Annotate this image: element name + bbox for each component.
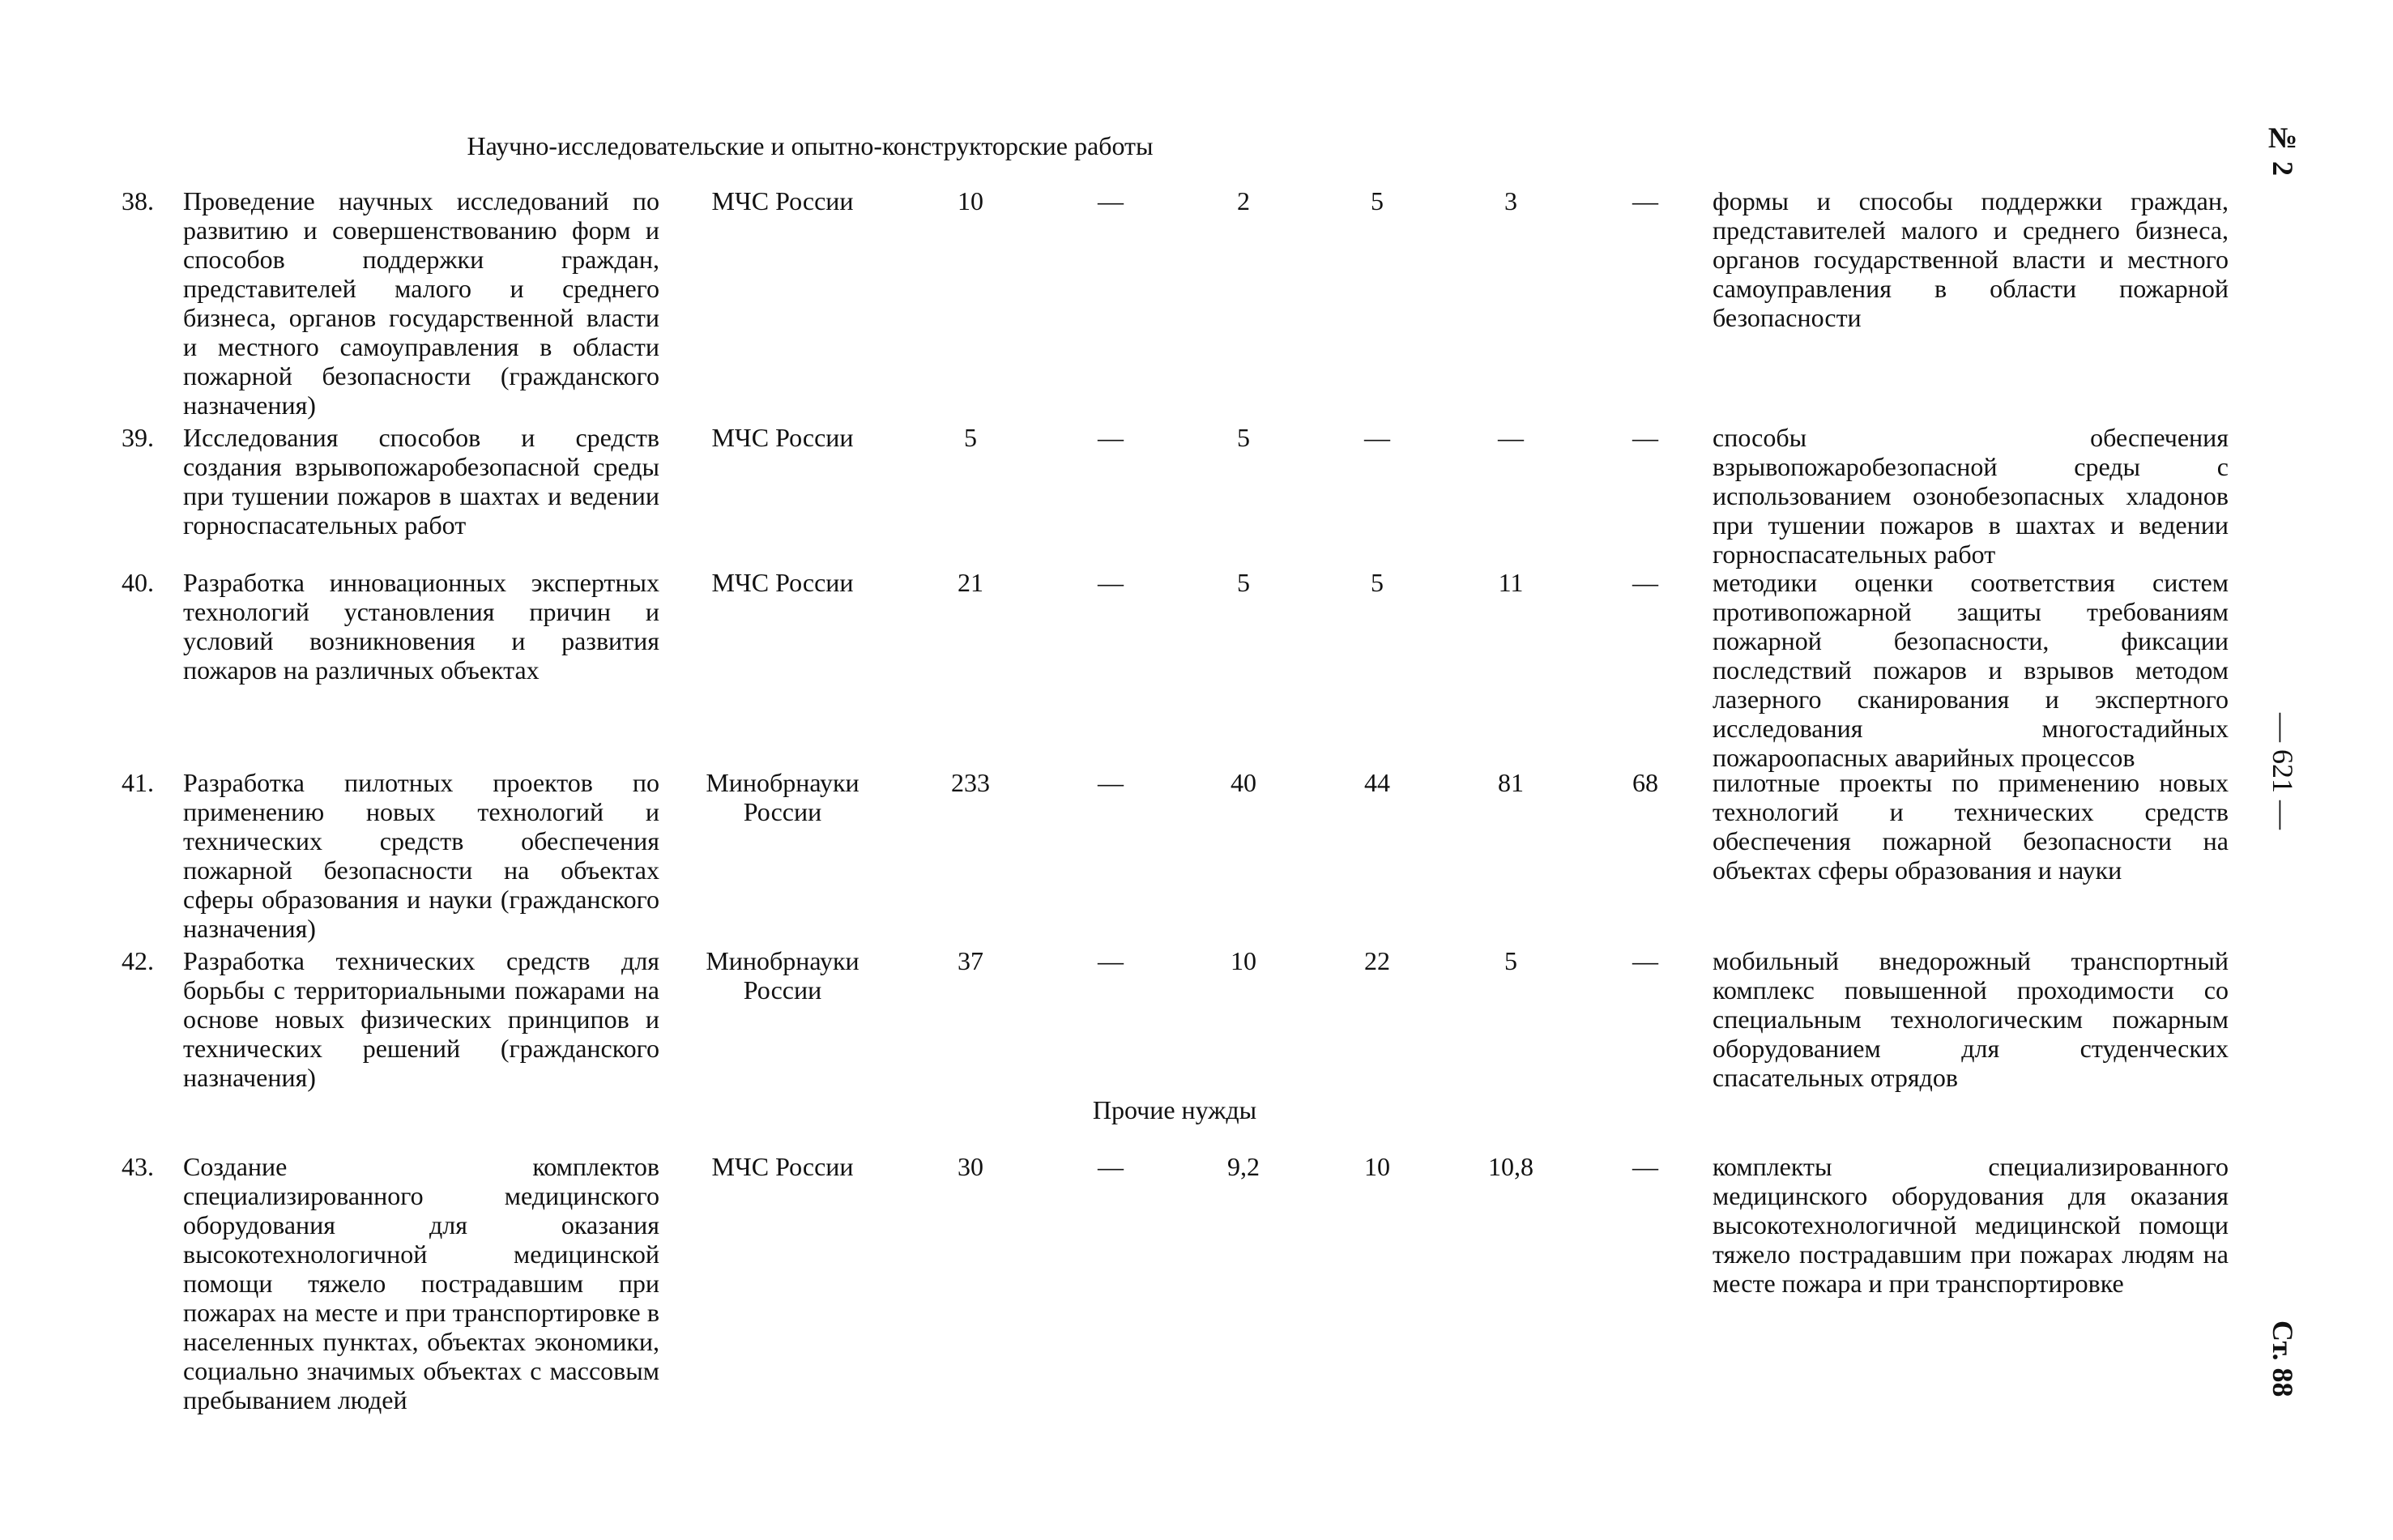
row-number: 40. [122,568,154,597]
row-title: Разработка пилотных проектов по применению новых технологий и технических средств обеспечения пожарной безопасности на объектах сферы образования и науки (гражданского назначения) [183,768,659,943]
row-value: — [1632,423,1658,452]
row-number: 43. [122,1152,154,1181]
row-value: 81 [1498,768,1524,797]
row-value: — [1098,423,1124,452]
row-value: 40 [1231,768,1256,797]
row-value: 9,2 [1227,1152,1260,1181]
row-value: 10 [1231,946,1256,975]
row-value: 21 [958,568,983,597]
row-value: 10 [1364,1152,1390,1181]
row-value: 10 [958,186,983,215]
margin-page-number: — 621 — [2267,713,2299,830]
row-title: Создание комплектов специализированного медицинского оборудования для оказания высокотехнологичной медицинской помощи тяжело пострадавшим при пожарах на месте и при транспортировке в населенных пунктах, объектах экономики, социально значимых объектах с массовым пребыванием людей [183,1152,659,1414]
row-value: 5 [1371,568,1384,597]
row-value: 233 [951,768,990,797]
row-value: 44 [1364,768,1390,797]
row-value: — [1098,1152,1124,1181]
row-result: комплекты специализированного медицинского оборудования для оказания высокотехнологичной медицинской помощи тяжело пострадавшим при пожарах людям на месте пожара и при транспортировке [1713,1152,2229,1298]
row-organization: Минобрнауки России [706,946,860,1005]
row-number: 41. [122,768,154,797]
margin-article: Ст. 88 [2267,1320,2299,1397]
row-number: 42. [122,946,154,975]
row-number: 38. [122,186,154,215]
row-value: 3 [1504,186,1517,215]
row-result: пилотные проекты по применению новых технологий и технических средств обеспечения пожарной безопасности на объектах сферы образования и науки [1713,768,2229,885]
row-organization: МЧС России [711,1152,854,1181]
row-number: 39. [122,423,154,452]
row-value: — [1498,423,1524,452]
row-value: — [1632,568,1658,597]
row-value: — [1364,423,1390,452]
row-value: 10,8 [1488,1152,1533,1181]
row-result: способы обеспечения взрывопожаробезопасной среды с использованием озонобезопасных хладонов при тушении пожаров в шахтах и ведении горноспасательных работ [1713,423,2229,569]
row-organization: МЧС России [711,186,854,215]
row-value: 22 [1364,946,1390,975]
subsection-title: Прочие нужды [1092,1095,1257,1124]
row-value: — [1632,1152,1658,1181]
row-value: 30 [958,1152,983,1181]
row-value: 11 [1498,568,1524,597]
row-title: Исследования способов и средств создания взрывопожаробезопасной среды при тушении пожаров в шахтах и ведении горноспасательных работ [183,423,659,540]
row-title: Разработка технических средств для борьбы с территориальными пожарами на основе новых физических принципов и технических решений (гражданского назначения) [183,946,659,1092]
row-organization: МЧС России [711,423,854,452]
row-value: 37 [958,946,983,975]
row-value: — [1098,768,1124,797]
row-title: Проведение научных исследований по развитию и совершенствованию форм и способов поддержки граждан, представителей малого и среднего бизнеса, органов государственной власти и местного самоуправления в области пожарной безопасности (гражданского назначения) [183,186,659,420]
row-result: формы и способы поддержки граждан, представителей малого и среднего бизнеса, органов государственной власти и местного самоуправления в области пожарной безопасности [1713,186,2229,332]
row-title: Разработка инновационных экспертных технологий установления причин и условий возникновения и развития пожаров на различных объектах [183,568,659,685]
row-value: 5 [1371,186,1384,215]
row-value: — [1098,568,1124,597]
row-value: 5 [1504,946,1517,975]
row-value: 68 [1632,768,1658,797]
row-value: — [1632,186,1658,215]
section-title: Научно-исследовательские и опытно-конструкторские работы [467,131,1154,160]
row-value: 5 [1237,568,1250,597]
row-value: — [1632,946,1658,975]
row-value: 5 [964,423,977,452]
row-value: — [1098,186,1124,215]
row-value: — [1098,946,1124,975]
row-organization: МЧС России [711,568,854,597]
row-result: методики оценки соответствия систем противопожарной защиты требованиям пожарной безопасности, фиксации последствий пожаров и взрывов методом лазерного сканирования и экспертного исследования многостадийных пожароопасных аварийных процессов [1713,568,2229,772]
row-organization: Минобрнауки России [706,768,860,826]
margin-issue: № 2 [2267,122,2299,176]
row-value: 2 [1237,186,1250,215]
row-value: 5 [1237,423,1250,452]
row-result: мобильный внедорожный транспортный комплекс повышенной проходимости со специальным технологическим пожарным оборудованием для студенческих спасательных отрядов [1713,946,2229,1092]
